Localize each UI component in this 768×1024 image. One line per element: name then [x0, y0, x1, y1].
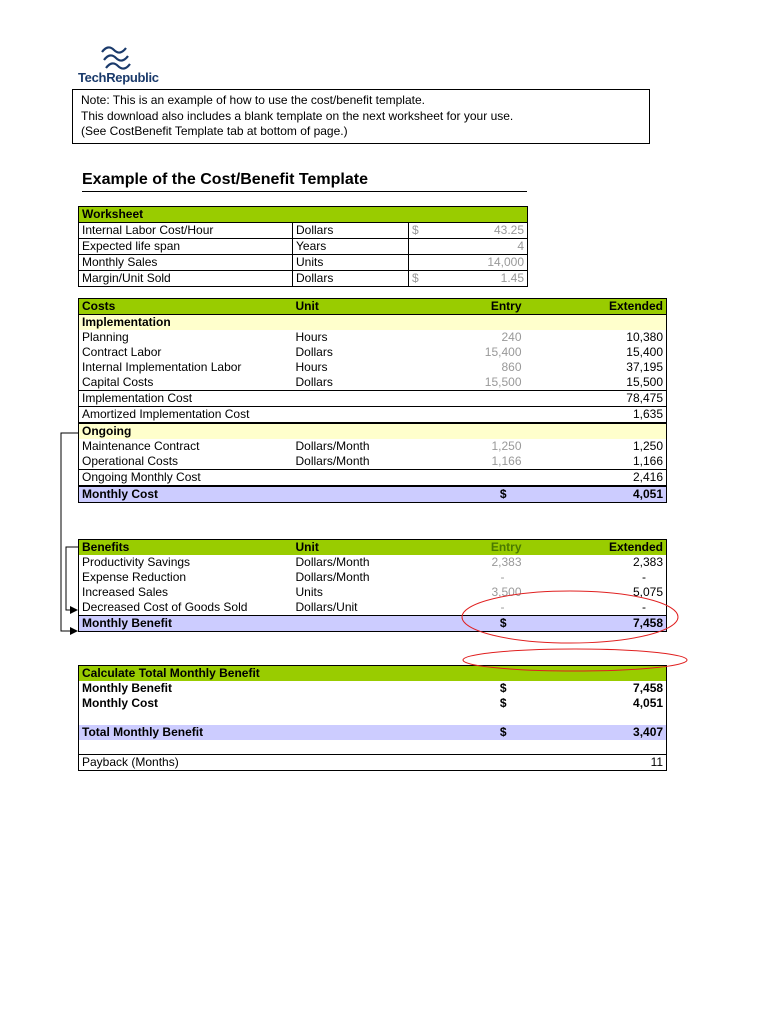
- row-label[interactable]: Internal Labor Cost/Hour: [79, 223, 293, 239]
- payback-value: 11: [650, 755, 664, 769]
- row-unit[interactable]: Dollars: [293, 223, 409, 239]
- table-row: [79, 570, 667, 585]
- row-label: Increased Sales: [82, 585, 169, 599]
- table-row: [79, 600, 667, 616]
- row-label[interactable]: Margin/Unit Sold: [79, 271, 293, 287]
- implementation-cost-label: Implementation Cost: [79, 391, 525, 407]
- row-entry[interactable]: 1,166: [491, 454, 522, 468]
- total-benefit-label: Total Monthly Benefit: [82, 725, 204, 739]
- row-unit: Dollars/Month: [295, 454, 370, 468]
- row-label: Decreased Cost of Goods Sold: [82, 600, 248, 614]
- logo-text: TechRepublic: [78, 70, 159, 85]
- monthly-cost-value: 4,051: [525, 486, 667, 503]
- note-line-2: This download also includes a blank template on the next worksheet for your use.: [81, 108, 514, 123]
- costs-table: [78, 298, 667, 503]
- note-line-1: Note: This is an example of how to use the cost/benefit template.: [81, 93, 425, 107]
- benefits-header-unit: Unit: [295, 540, 319, 554]
- row-label: Operational Costs: [82, 454, 179, 468]
- total-benefit-currency: $: [499, 725, 507, 739]
- row-label: Expense Reduction: [82, 570, 187, 584]
- costs-header-unit: Unit: [295, 299, 319, 313]
- calc-header: Calculate Total Monthly Benefit: [82, 666, 260, 680]
- row-entry[interactable]: 240: [501, 330, 522, 344]
- techrepublic-logo: [78, 42, 188, 88]
- ongoing-header-row: [79, 423, 667, 439]
- row-unit: Hours: [295, 360, 328, 374]
- row-label[interactable]: Monthly Sales: [79, 255, 293, 271]
- row-entry[interactable]: -: [500, 600, 505, 614]
- row-label: Internal Implementation Labor: [82, 360, 242, 374]
- monthly-cost-currency: $: [409, 486, 525, 503]
- row-currency: $: [409, 271, 429, 287]
- total-benefit-row: [79, 725, 667, 740]
- calc-benefit-label: Monthly Benefit: [82, 681, 172, 695]
- row-unit: Dollars/Month: [295, 555, 370, 569]
- row-label: Planning: [82, 330, 129, 344]
- row-extended: 1,166: [632, 454, 663, 468]
- benefits-header-entry: Entry: [490, 540, 522, 554]
- costs-header-extended: Extended: [608, 299, 663, 313]
- connector-arrow-ongoing: [61, 433, 78, 631]
- row-extended: 37,195: [626, 360, 663, 374]
- connector-arrow-costs: [66, 547, 78, 610]
- ongoing-monthly-row: [79, 470, 667, 487]
- row-entry[interactable]: 1,250: [491, 439, 522, 453]
- row-unit[interactable]: Units: [293, 255, 409, 271]
- ongoing-monthly-label: Ongoing Monthly Cost: [79, 470, 525, 487]
- benefits-header-label: Benefits: [82, 540, 130, 554]
- row-entry[interactable]: 3,500: [491, 585, 522, 599]
- row-unit: Dollars: [295, 375, 333, 389]
- table-row: [79, 439, 667, 454]
- table-row: [79, 345, 667, 360]
- row-currency: [409, 255, 429, 271]
- row-extended: 15,500: [626, 375, 663, 389]
- row-extended: 1,250: [632, 439, 663, 453]
- row-unit: Dollars/Month: [295, 439, 370, 453]
- row-unit[interactable]: Years: [293, 239, 409, 255]
- row-label: Productivity Savings: [82, 555, 191, 569]
- row-extended: 2,383: [632, 555, 663, 569]
- row-entry[interactable]: 15,400: [484, 345, 522, 359]
- monthly-cost-row: [79, 486, 667, 503]
- costs-header-row: [79, 299, 667, 315]
- amortized-cost-value: 1,635: [525, 407, 667, 424]
- table-row: [79, 330, 667, 345]
- row-label: Capital Costs: [82, 375, 154, 389]
- calc-cost-value: 4,051: [633, 696, 664, 710]
- row-label[interactable]: Expected life span: [79, 239, 293, 255]
- row-entry[interactable]: 860: [501, 360, 522, 374]
- note-box: [72, 89, 650, 144]
- row-extended: -: [642, 600, 646, 614]
- implementation-cost-row: [79, 391, 667, 407]
- monthly-benefit-value: 7,458: [525, 616, 667, 632]
- calc-cost-row: [79, 696, 667, 711]
- payback-label: Payback (Months): [82, 755, 179, 769]
- implementation-cost-value: 78,475: [525, 391, 667, 407]
- row-extended: -: [642, 570, 646, 584]
- worksheet-header-row: [79, 207, 528, 223]
- calc-table: [78, 665, 667, 771]
- row-currency: [409, 239, 429, 255]
- row-label: Contract Labor: [82, 345, 162, 359]
- row-value[interactable]: 43.25: [429, 223, 528, 239]
- calc-cost-label: Monthly Cost: [82, 696, 158, 710]
- amortized-cost-row: [79, 407, 667, 424]
- row-value[interactable]: 4: [429, 239, 528, 255]
- row-unit: Dollars/Month: [295, 570, 370, 584]
- table-row: [79, 454, 667, 470]
- row-extended: 15,400: [626, 345, 663, 359]
- monthly-cost-label: Monthly Cost: [79, 486, 409, 503]
- monthly-benefit-row: [79, 616, 667, 632]
- worksheet-table: [78, 206, 528, 287]
- table-row: [79, 585, 667, 600]
- row-value[interactable]: 1.45: [429, 271, 528, 287]
- monthly-benefit-currency: $: [409, 616, 525, 632]
- table-row: [79, 555, 667, 570]
- implementation-header-row: [79, 315, 667, 331]
- row-currency: $: [409, 223, 429, 239]
- table-row: [79, 239, 528, 255]
- table-row: [79, 271, 528, 287]
- calc-header-row: [79, 666, 667, 682]
- row-extended: 10,380: [626, 330, 663, 344]
- row-unit: Dollars: [295, 345, 333, 359]
- benefits-table: [78, 539, 667, 632]
- calc-benefit-currency: $: [499, 681, 507, 695]
- row-entry[interactable]: -: [500, 570, 505, 584]
- calc-benefit-value: 7,458: [633, 681, 664, 695]
- costs-header-label: Costs: [82, 299, 116, 313]
- row-value[interactable]: 14,000: [429, 255, 528, 271]
- logo-wave-icon: [98, 42, 138, 72]
- calc-cost-currency: $: [499, 696, 507, 710]
- payback-row: [79, 755, 667, 771]
- row-unit: Dollars/Unit: [295, 600, 358, 614]
- note-line-3: (See CostBenefit Template tab at bottom of page.): [81, 124, 348, 138]
- row-entry[interactable]: 2,383: [491, 555, 522, 569]
- monthly-benefit-label: Monthly Benefit: [79, 616, 409, 632]
- table-row: [79, 255, 528, 271]
- costs-header-entry: Entry: [490, 299, 522, 313]
- ongoing-monthly-value: 2,416: [525, 470, 667, 487]
- table-row: [79, 360, 667, 375]
- spacer-row: [79, 711, 667, 725]
- table-row: [79, 375, 667, 391]
- row-unit: Hours: [295, 330, 328, 344]
- row-unit[interactable]: Dollars: [293, 271, 409, 287]
- page-title: Example of the Cost/Benefit Template: [82, 171, 527, 192]
- row-label: Maintenance Contract: [82, 439, 200, 453]
- implementation-header: Implementation: [79, 315, 667, 331]
- calc-benefit-row: [79, 681, 667, 696]
- ongoing-header: Ongoing: [79, 423, 667, 439]
- worksheet-header: Worksheet: [79, 207, 528, 223]
- amortized-cost-label: Amortized Implementation Cost: [79, 407, 525, 424]
- table-row: [79, 223, 528, 239]
- benefits-header-extended: Extended: [608, 540, 663, 554]
- spacer-row: [79, 740, 667, 755]
- row-unit: Units: [295, 585, 323, 599]
- row-entry[interactable]: 15,500: [484, 375, 522, 389]
- total-benefit-value: 3,407: [633, 725, 664, 739]
- row-extended: 5,075: [632, 585, 663, 599]
- benefits-header-row: [79, 540, 667, 556]
